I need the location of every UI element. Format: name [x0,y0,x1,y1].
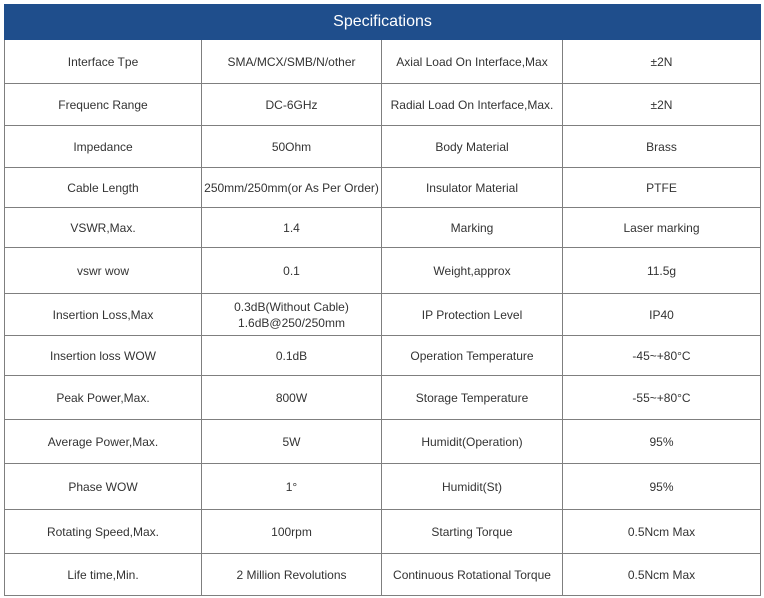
spec-label: Humidit(St) [382,464,563,510]
spec-value: 800W [202,376,382,420]
table-row [5,554,761,596]
spec-label: vswr wow [5,248,202,294]
spec-value: ±2N [563,40,761,84]
specifications-table-container [4,4,760,596]
spec-value: 100rpm [202,510,382,554]
spec-value: PTFE [563,168,761,208]
spec-label: Marking [382,208,563,248]
spec-value: 95% [563,464,761,510]
spec-label: Rotating Speed,Max. [5,510,202,554]
spec-value: 0.5Ncm Max [563,554,761,596]
spec-label: Continuous Rotational Torque [382,554,563,596]
table-row [5,40,761,84]
spec-label: Operation Temperature [382,336,563,376]
spec-label: Interface Tpe [5,40,202,84]
spec-label: Radial Load On Interface,Max. [382,84,563,126]
table-title: Specifications [5,5,761,40]
spec-label: VSWR,Max. [5,208,202,248]
spec-label: Storage Temperature [382,376,563,420]
spec-label: Average Power,Max. [5,420,202,464]
table-row [5,510,761,554]
spec-value: 5W [202,420,382,464]
spec-value: Brass [563,126,761,168]
spec-value: ±2N [563,84,761,126]
spec-label: Frequenc Range [5,84,202,126]
spec-value: IP40 [563,294,761,336]
spec-value: 0.1 [202,248,382,294]
spec-label: Axial Load On Interface,Max [382,40,563,84]
table-row [5,294,761,336]
spec-label: Body Material [382,126,563,168]
spec-value: 0.5Ncm Max [563,510,761,554]
table-row [5,336,761,376]
spec-value: -55~+80°C [563,376,761,420]
spec-value: 11.5g [563,248,761,294]
spec-label: Peak Power,Max. [5,376,202,420]
table-row [5,168,761,208]
spec-label: Phase WOW [5,464,202,510]
spec-value: 95% [563,420,761,464]
spec-value: SMA/MCX/SMB/N/other [202,40,382,84]
table-row [5,376,761,420]
spec-label: Insulator Material [382,168,563,208]
spec-value: 2 Million Revolutions [202,554,382,596]
table-row [5,126,761,168]
table-row [5,84,761,126]
spec-value: 0.1dB [202,336,382,376]
table-row [5,208,761,248]
spec-value: DC-6GHz [202,84,382,126]
table-header-row [5,5,761,40]
spec-value: 1° [202,464,382,510]
table-row [5,420,761,464]
spec-label: Starting Torque [382,510,563,554]
spec-value: Laser marking [563,208,761,248]
spec-value: 1.4 [202,208,382,248]
specifications-table [4,4,761,596]
spec-value: 50Ohm [202,126,382,168]
spec-value-line: 1.6dB@250/250mm [238,315,345,330]
spec-label: Impedance [5,126,202,168]
spec-label: Insertion Loss,Max [5,294,202,336]
spec-value: -45~+80°C [563,336,761,376]
spec-label: Humidit(Operation) [382,420,563,464]
table-row [5,464,761,510]
table-row [5,248,761,294]
spec-label: Life time,Min. [5,554,202,596]
spec-label: Insertion loss WOW [5,336,202,376]
spec-label: Weight,approx [382,248,563,294]
spec-label: Cable Length [5,168,202,208]
spec-value-line: 0.3dB(Without Cable) [234,299,349,314]
spec-value [202,294,382,336]
spec-label: IP Protection Level [382,294,563,336]
spec-value: 250mm/250mm(or As Per Order) [202,168,382,208]
